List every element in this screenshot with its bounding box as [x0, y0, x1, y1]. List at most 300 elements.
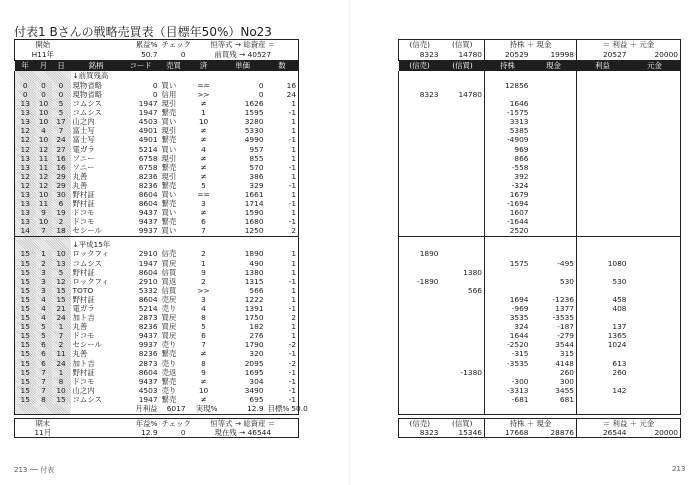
balance-cell — [441, 359, 485, 368]
right-header-row — [399, 40, 681, 51]
balance-row — [399, 227, 681, 237]
balance-cell: 1694 — [509, 294, 529, 304]
balance-cell: 866 — [514, 153, 529, 163]
balance-cell — [399, 259, 441, 268]
trade-cell: 10 — [36, 217, 52, 226]
column-header: 現金 — [531, 61, 577, 72]
trade-cell: 8604 — [138, 189, 158, 199]
balance-cell — [399, 172, 441, 181]
header-label: 恒等式 → 総資産 ＝ — [188, 40, 299, 51]
trade-row — [15, 163, 299, 172]
balance-cell — [577, 250, 629, 259]
balance-cell — [531, 181, 577, 190]
balance-row — [399, 108, 681, 117]
footer-label: (信売) — [399, 419, 441, 429]
trade-cell: 1695 — [244, 367, 264, 377]
empty-cell — [441, 71, 485, 81]
trade-row — [15, 259, 299, 268]
balance-cell — [399, 386, 441, 395]
trade-cell: 2873 — [138, 358, 158, 368]
balance-cell — [441, 154, 485, 163]
trade-row — [15, 322, 299, 331]
summary-label: 実現% — [188, 404, 220, 415]
trade-cell: 7 — [201, 340, 206, 350]
trade-cell: 24 — [52, 313, 71, 322]
trade-cell: 加ト吉 — [72, 358, 95, 368]
right-column-header-row — [399, 61, 681, 72]
balance-cell — [485, 368, 531, 377]
balance-row — [399, 386, 681, 395]
balance-cell — [441, 117, 485, 126]
trade-cell: 1626 — [244, 99, 264, 109]
balance-row — [399, 304, 681, 313]
trade-cell: 9937 — [138, 226, 158, 236]
balance-cell — [629, 208, 681, 217]
trade-cell: コムシス — [72, 108, 102, 118]
balance-cell — [629, 136, 681, 145]
balance-cell — [441, 217, 485, 226]
balance-cell — [441, 136, 485, 145]
trade-row — [15, 227, 299, 237]
balance-cell — [577, 217, 629, 226]
balance-cell — [577, 163, 629, 172]
balance-cell — [441, 99, 485, 108]
trade-cell: 4 — [36, 126, 52, 135]
balance-cell — [577, 313, 629, 322]
empty-cell — [485, 404, 531, 415]
footer-value: 20000 — [629, 428, 681, 438]
balance-cell — [531, 154, 577, 163]
trade-cell: 信買 — [161, 285, 177, 295]
trade-cell: 10 — [52, 250, 71, 259]
balance-cell — [399, 341, 441, 350]
balance-cell: 315 — [531, 350, 577, 359]
balance-cell — [531, 172, 577, 181]
balance-cell — [531, 199, 577, 208]
trade-cell: 13 — [15, 217, 36, 226]
balance-row — [399, 208, 681, 217]
trade-cell: 0 — [52, 81, 71, 90]
trade-cell: 8 — [201, 358, 206, 368]
balance-cell — [577, 377, 629, 386]
right-balance-table — [398, 39, 681, 438]
balance-cell — [399, 190, 441, 199]
balance-cell — [399, 295, 441, 304]
balance-cell: -315 — [511, 349, 529, 359]
balance-cell — [399, 154, 441, 163]
trade-cell: 15 — [15, 368, 36, 377]
trade-cell: 信買 — [161, 267, 177, 277]
trade-cell: 29 — [52, 172, 71, 181]
trade-cell: 繋売 — [161, 217, 177, 227]
trade-cell: 電ガラ — [72, 144, 95, 154]
balance-cell: 1890 — [399, 250, 441, 259]
trade-cell: 2 — [52, 217, 71, 226]
trade-cell: >> — [197, 89, 210, 99]
trade-cell: 9437 — [138, 217, 158, 227]
trade-cell: 15 — [15, 286, 36, 295]
trade-row — [15, 250, 299, 259]
trade-cell: 15 — [52, 286, 71, 295]
balance-row — [399, 295, 681, 304]
trade-cell: 5 — [201, 180, 206, 190]
trade-row — [15, 341, 299, 350]
balance-cell — [629, 277, 681, 286]
footer-value: 現在残 → 46544 — [188, 428, 299, 438]
balance-cell — [577, 199, 629, 208]
balance-row — [399, 136, 681, 145]
trade-cell: 6 — [201, 217, 206, 227]
trade-cell: 15 — [15, 359, 36, 368]
right-summary-row — [399, 404, 681, 415]
trade-cell: 5332 — [138, 285, 158, 295]
balance-cell: 137 — [612, 322, 627, 332]
balance-cell — [399, 395, 441, 404]
trade-cell: 3 — [201, 294, 206, 304]
trade-cell: コムシス — [72, 394, 102, 404]
trade-row — [15, 386, 299, 395]
column-header: (信買) — [441, 61, 485, 72]
balance-cell: 969 — [514, 144, 529, 154]
balance-row — [399, 350, 681, 359]
trade-cell: 13 — [15, 190, 36, 199]
trade-cell: 3490 — [244, 385, 264, 395]
trade-cell: 加ト吉 — [72, 313, 95, 323]
trade-cell: 12 — [15, 181, 36, 190]
balance-cell — [629, 199, 681, 208]
balance-cell — [629, 217, 681, 226]
trade-row — [15, 154, 299, 163]
trade-cell: ≠ — [200, 153, 207, 163]
header-value: 前買残 → 40527 — [188, 50, 299, 61]
empty-cell — [399, 404, 441, 415]
footer-label: ＝ 利益 ＋ 元金 — [577, 419, 681, 429]
balance-cell: 324 — [514, 322, 529, 332]
balance-cell — [629, 286, 681, 295]
balance-cell: 300 — [531, 377, 577, 386]
trade-cell: 1590 — [244, 208, 264, 218]
balance-cell — [441, 331, 485, 340]
balance-cell: -3313 — [507, 385, 529, 395]
trade-cell: 1947 — [138, 99, 158, 109]
balance-row — [399, 117, 681, 126]
header-value: 20527 — [577, 50, 629, 61]
balance-cell: 566 — [441, 286, 485, 295]
trade-cell: 0 — [15, 81, 36, 90]
trade-cell: 15 — [15, 377, 36, 386]
trade-cell: 繋売 — [161, 180, 177, 190]
trade-cell: 8 — [52, 377, 71, 386]
header-label: 持株 ＋ 現金 — [485, 40, 577, 51]
trade-cell: 現引 — [161, 126, 177, 136]
balance-cell — [577, 117, 629, 126]
date-cell — [15, 404, 71, 415]
trade-cell: 買返 — [161, 276, 177, 286]
trade-cell: 繋売 — [161, 394, 177, 404]
balance-cell: 1646 — [509, 99, 529, 109]
balance-cell — [399, 286, 441, 295]
left-summary-row — [15, 404, 299, 415]
balance-cell — [441, 81, 485, 90]
trade-cell: 丸善 — [72, 322, 88, 332]
trade-cell: 5 — [36, 331, 52, 340]
left-header-values-row — [15, 50, 299, 61]
trade-cell: 490 — [249, 258, 264, 268]
trade-cell: ≠ — [200, 208, 207, 218]
trade-cell: 15 — [15, 341, 36, 350]
balance-cell — [485, 90, 531, 99]
footer-value: 11月 — [15, 428, 71, 438]
empty-cell — [531, 240, 577, 250]
balance-cell: -1890 — [399, 277, 441, 286]
trade-cell: セシール — [72, 340, 102, 350]
trade-cell: 1750 — [244, 313, 264, 323]
trade-cell: 18 — [52, 227, 71, 237]
trade-cell: 13 — [15, 99, 36, 108]
trade-cell: 3 — [201, 199, 206, 209]
balance-cell — [399, 368, 441, 377]
balance-cell — [629, 359, 681, 368]
empty-cell — [531, 71, 577, 81]
trade-cell: 富士写 — [72, 135, 95, 145]
balance-cell — [531, 99, 577, 108]
trade-cell: 野村証 — [72, 367, 95, 377]
trade-cell: 信売 — [161, 249, 177, 259]
trade-cell: 丸善 — [72, 180, 88, 190]
trade-cell: 2 — [201, 249, 206, 259]
trade-cell: 繋売 — [161, 135, 177, 145]
trade-cell: 9937 — [138, 340, 158, 350]
trade-cell: 1 — [266, 268, 299, 277]
column-header: 月 — [36, 61, 52, 72]
trade-cell: -1 — [266, 136, 299, 145]
balance-cell: 142 — [612, 385, 627, 395]
trade-cell: 16 — [52, 163, 71, 172]
column-header: 年 — [15, 61, 36, 72]
trade-cell: 6 — [36, 359, 52, 368]
trade-cell: 13 — [15, 208, 36, 217]
trade-cell: -1 — [266, 395, 299, 404]
trade-cell: 2095 — [244, 358, 264, 368]
left-section-1-label-row — [15, 71, 299, 81]
empty-cell — [629, 71, 681, 81]
balance-cell: 1377 — [531, 304, 577, 313]
date-cell — [15, 71, 71, 81]
trade-row — [15, 208, 299, 217]
trade-cell: 2 — [266, 313, 299, 322]
balance-cell — [531, 190, 577, 199]
balance-cell — [577, 126, 629, 135]
balance-cell — [441, 145, 485, 154]
trade-cell: 8 — [36, 395, 52, 404]
trade-cell: 1 — [266, 286, 299, 295]
balance-cell — [629, 81, 681, 90]
trade-cell: ≠ — [200, 394, 207, 404]
balance-cell — [577, 395, 629, 404]
trade-cell: 11 — [36, 163, 52, 172]
balance-cell: 530 — [612, 276, 627, 286]
column-header: 単価 — [220, 61, 266, 72]
balance-cell — [629, 322, 681, 331]
trade-cell: -1 — [266, 304, 299, 313]
trade-cell: 16 — [52, 154, 71, 163]
trade-cell: 山之内 — [72, 385, 95, 395]
trade-cell: 1 — [201, 108, 206, 118]
trade-cell: ≠ — [200, 162, 207, 172]
trade-cell: 12 — [36, 172, 52, 181]
trade-cell: 12 — [15, 136, 36, 145]
balance-cell — [629, 154, 681, 163]
balance-cell — [577, 286, 629, 295]
balance-cell: -4909 — [507, 135, 529, 145]
balance-cell — [577, 90, 629, 99]
balance-row — [399, 359, 681, 368]
balance-cell — [577, 208, 629, 217]
trade-cell: 2 — [266, 227, 299, 237]
trade-cell: -1 — [266, 377, 299, 386]
trade-cell: 9437 — [138, 208, 158, 218]
balance-cell — [531, 108, 577, 117]
balance-row — [399, 154, 681, 163]
balance-cell — [531, 268, 577, 277]
trade-cell: 0 — [152, 89, 158, 99]
balance-cell — [629, 172, 681, 181]
trade-cell: 売り — [161, 385, 177, 395]
balance-cell: 3455 — [531, 386, 577, 395]
trade-cell: 1250 — [244, 226, 264, 236]
balance-cell — [441, 259, 485, 268]
right-footer-row — [399, 419, 681, 429]
balance-cell: 681 — [531, 395, 577, 404]
balance-cell: -495 — [531, 259, 577, 268]
trade-row — [15, 108, 299, 117]
balance-cell — [629, 99, 681, 108]
trade-cell: 1714 — [244, 199, 264, 209]
trade-cell: 5 — [52, 108, 71, 117]
trade-cell: 13 — [15, 199, 36, 208]
balance-cell — [629, 190, 681, 199]
balance-row — [399, 217, 681, 226]
balance-cell: 1365 — [607, 331, 627, 341]
balance-cell — [629, 227, 681, 237]
column-header: 済 — [188, 61, 220, 72]
empty-cell — [441, 240, 485, 250]
trade-row — [15, 81, 299, 90]
balance-cell: 1380 — [441, 268, 485, 277]
balance-cell — [629, 126, 681, 135]
balance-row — [399, 90, 681, 99]
left-trade-table — [14, 39, 308, 438]
trade-cell: 1947 — [138, 108, 158, 118]
balance-cell — [577, 227, 629, 237]
column-header: 日 — [52, 61, 71, 72]
trade-cell: 15 — [15, 295, 36, 304]
balance-cell: -1644 — [507, 217, 529, 227]
column-header: 銘柄 — [71, 61, 122, 72]
balance-cell — [629, 350, 681, 359]
trade-cell: 1 — [266, 190, 299, 199]
footer-label: 年益% — [71, 419, 160, 429]
right-header-values-row — [399, 50, 681, 61]
trade-cell: コムシス — [72, 258, 102, 268]
balance-cell — [577, 99, 629, 108]
balance-cell: 3535 — [509, 313, 529, 323]
trade-cell: 570 — [249, 162, 264, 172]
trade-cell: 15 — [15, 313, 36, 322]
trade-cell: 9437 — [138, 376, 158, 386]
trade-cell: 8604 — [138, 199, 158, 209]
trade-row — [15, 136, 299, 145]
balance-row — [399, 395, 681, 404]
trade-cell: 3 — [36, 277, 52, 286]
trade-cell: == — [197, 189, 210, 199]
balance-cell: 2520 — [509, 226, 529, 236]
trade-cell: 売り — [161, 340, 177, 350]
trade-cell: 買戻 — [161, 258, 177, 268]
trade-cell: 7 — [36, 227, 52, 237]
trade-cell: 0 — [52, 90, 71, 99]
trade-cell: 現引 — [161, 99, 177, 109]
empty-cell — [629, 240, 681, 250]
balance-row — [399, 313, 681, 322]
balance-cell: -1575 — [507, 108, 529, 118]
trade-cell: 丸善 — [72, 171, 88, 181]
balance-cell: 8323 — [399, 90, 441, 99]
trade-cell: 19 — [52, 208, 71, 217]
trade-cell: 10 — [198, 117, 209, 127]
header-value: 8323 — [399, 50, 441, 61]
trade-row — [15, 359, 299, 368]
trade-cell: 繋売 — [161, 162, 177, 172]
trade-cell: ≠ — [200, 126, 207, 136]
balance-cell — [629, 313, 681, 322]
trade-row — [15, 377, 299, 386]
header-value: 20000 — [629, 50, 681, 61]
trade-row — [15, 277, 299, 286]
balance-row — [399, 277, 681, 286]
trade-cell: 7 — [201, 226, 206, 236]
footer-label: 期末 — [15, 419, 71, 429]
balance-cell — [441, 190, 485, 199]
trade-cell: 買い — [161, 144, 177, 154]
trade-cell: 15 — [15, 268, 36, 277]
balance-cell — [577, 81, 629, 90]
trade-cell: 1 — [266, 145, 299, 154]
balance-cell — [577, 136, 629, 145]
trade-cell: 27 — [52, 145, 71, 154]
balance-row — [399, 250, 681, 259]
trade-cell: 繋売 — [161, 108, 177, 118]
balance-cell — [577, 190, 629, 199]
trade-row — [15, 313, 299, 322]
trade-cell: 11 — [36, 154, 52, 163]
trade-cell: 3 — [36, 286, 52, 295]
trade-cell: 24 — [266, 90, 299, 99]
balance-cell — [399, 199, 441, 208]
balance-row — [399, 331, 681, 340]
balance-cell: -187 — [531, 322, 577, 331]
balance-row — [399, 341, 681, 350]
trade-cell: -1 — [266, 199, 299, 208]
summary-value — [266, 404, 308, 415]
balance-cell: -681 — [511, 394, 529, 404]
trade-cell: 1 — [201, 258, 206, 268]
balance-row — [399, 190, 681, 199]
trade-cell: 6 — [36, 350, 52, 359]
trade-cell: 855 — [249, 153, 264, 163]
trade-cell: 4503 — [138, 385, 158, 395]
balance-cell: -1694 — [507, 199, 529, 209]
